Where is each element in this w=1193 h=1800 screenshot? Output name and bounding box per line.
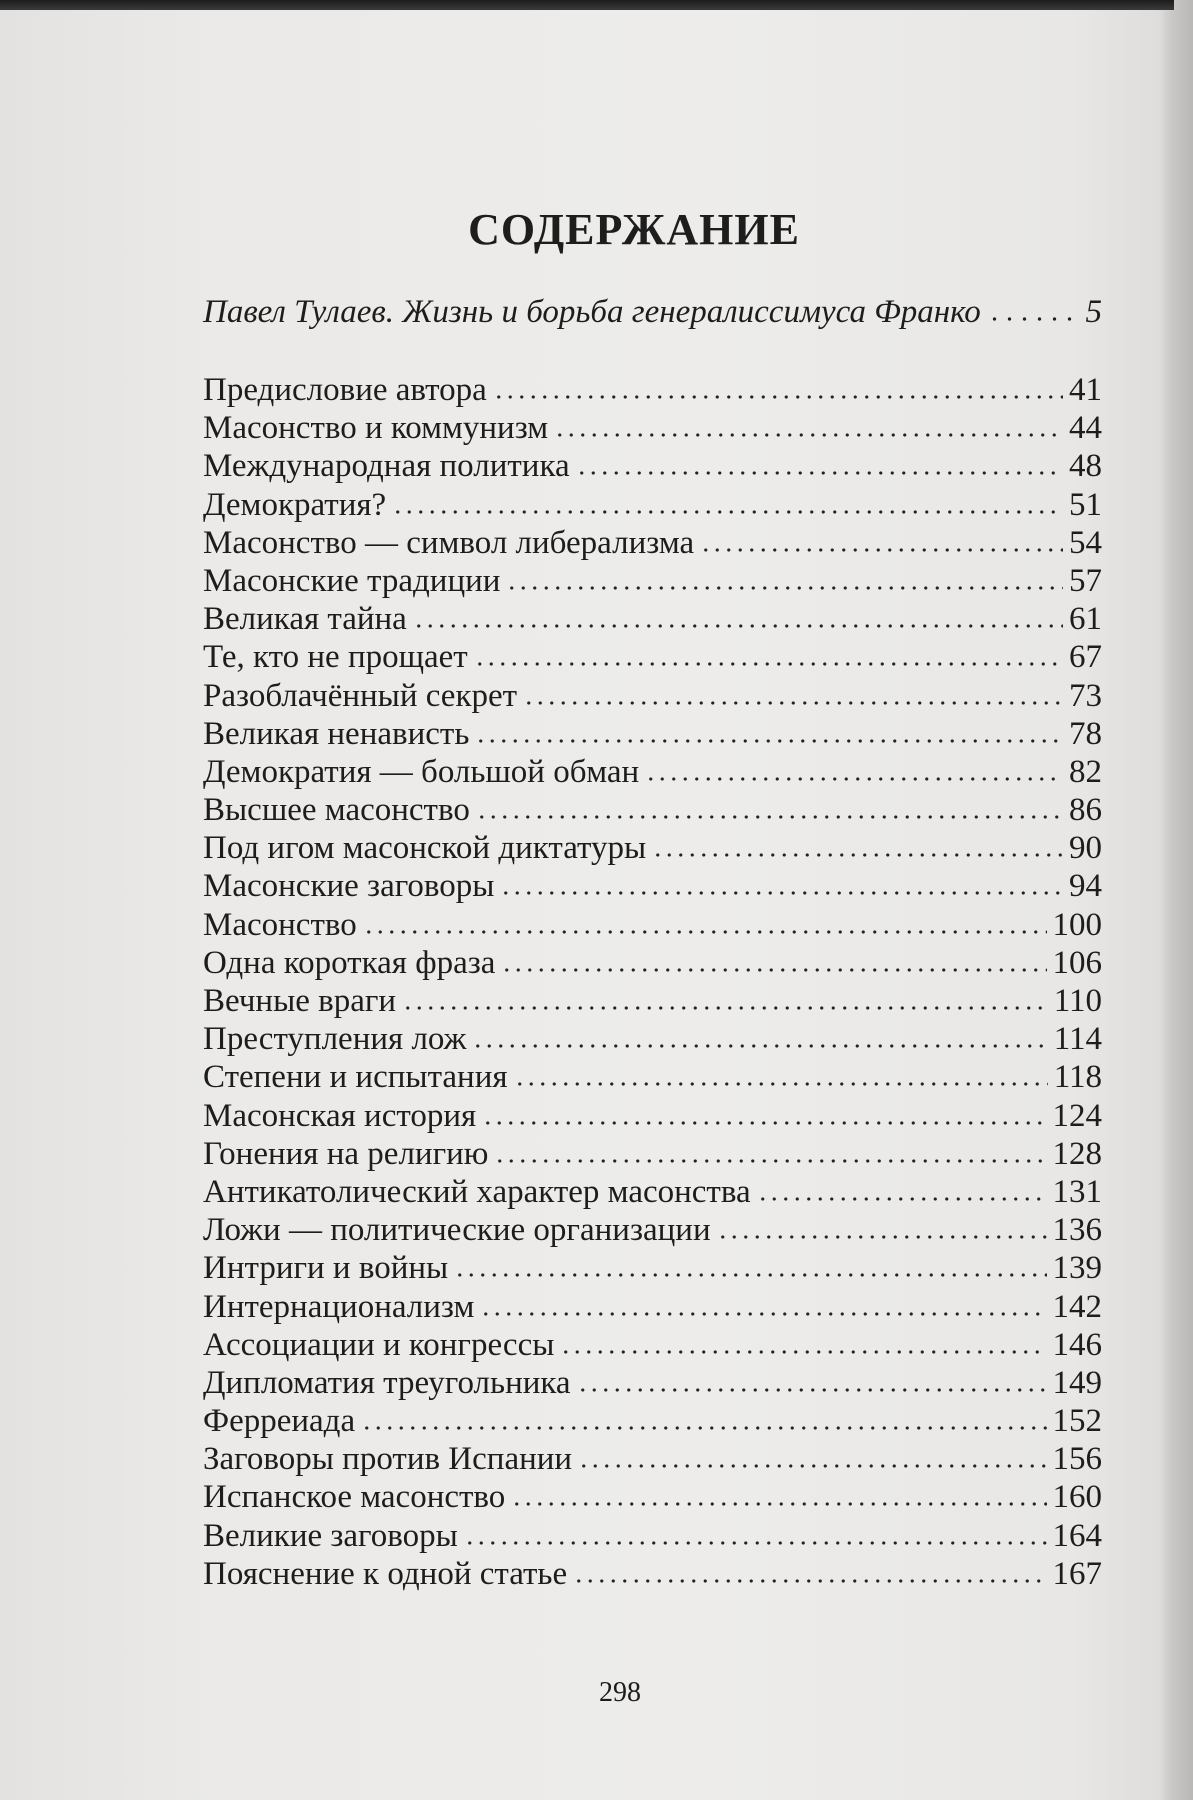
toc-entry [203, 1478, 1102, 1516]
toc-entry-title: Гонения на религию [203, 1135, 489, 1172]
toc-entry [203, 867, 1102, 905]
toc-entry-page: 90 [1069, 830, 1102, 867]
toc-intro-page: 5 [1085, 294, 1102, 330]
toc-entry-page: 61 [1069, 601, 1102, 638]
toc-entry-title: Ассоциации и конгрессы [203, 1326, 555, 1363]
toc-entry-page: 78 [1069, 715, 1102, 752]
toc-entry [203, 447, 1102, 485]
toc-entry-page: 110 [1053, 983, 1102, 1019]
toc-entry [203, 409, 1102, 447]
toc-entry-page: 73 [1069, 677, 1102, 714]
toc-entry [203, 524, 1102, 562]
dot-leader [361, 1425, 1046, 1431]
toc-entry-title: Масонская история [203, 1097, 477, 1134]
toc-entry-title: Ферреиада [203, 1403, 356, 1440]
dot-leader [475, 738, 1063, 744]
toc-entry-page: 82 [1069, 753, 1102, 790]
toc-intro-entry [203, 293, 1102, 331]
dot-leader [413, 623, 1063, 629]
scan-top-edge [0, 0, 1174, 10]
toc-entry-page: 156 [1052, 1441, 1102, 1478]
dot-leader [573, 1578, 1046, 1584]
toc-entry [203, 829, 1102, 867]
toc-entry [203, 944, 1102, 982]
toc-entry-page: 67 [1069, 639, 1102, 676]
toc-heading: СОДЕРЖАНИЕ [468, 205, 800, 254]
toc-entry-title: Дипломатия треугольника [203, 1364, 571, 1401]
page-number: 298 [599, 1677, 641, 1708]
toc-entry [203, 1555, 1102, 1593]
dot-leader [514, 1081, 1048, 1087]
toc-entry-title: Высшее масонство [203, 792, 470, 829]
toc-entry [203, 1020, 1102, 1058]
toc-entry-page: 86 [1069, 792, 1102, 829]
toc-entry [203, 982, 1102, 1020]
toc-entry-page: 164 [1052, 1517, 1102, 1554]
toc-entry-title: Вечные враги [203, 983, 397, 1019]
toc-entry [203, 562, 1102, 600]
toc-entry-page: 51 [1069, 486, 1102, 523]
toc-intro-title: Павел Тулаев. Жизнь и борьба генералиссимуса Франко [203, 294, 981, 330]
toc-entry [203, 1402, 1102, 1440]
toc-entry-title: Интриги и войны [203, 1250, 449, 1287]
dot-leader [494, 1158, 1046, 1164]
toc-entry-title: Демократия — большой обман [203, 753, 640, 790]
toc-entry [203, 486, 1102, 524]
dot-leader [501, 967, 1046, 973]
toc-entry [203, 715, 1102, 753]
toc-entry-page: 44 [1069, 410, 1102, 447]
toc-entry-title: Разоблачённый секрет [203, 677, 518, 714]
dot-leader [454, 1272, 1046, 1278]
dot-leader [402, 1005, 1048, 1011]
toc-entry-title: Под игом масонской диктатуры [203, 830, 647, 867]
toc-entry-page: 136 [1052, 1212, 1102, 1249]
dot-leader [560, 1349, 1046, 1355]
toc-entry [203, 638, 1102, 676]
dot-leader [578, 1463, 1046, 1469]
toc-entry-page: 142 [1052, 1288, 1102, 1325]
dot-leader [476, 814, 1063, 820]
toc-entry [203, 1364, 1102, 1402]
toc-entry [203, 600, 1102, 638]
toc-entry-page: 94 [1069, 868, 1102, 905]
toc-entry [203, 1058, 1102, 1096]
toc-entry-page: 139 [1052, 1250, 1102, 1287]
toc-entry-title: Масонские традиции [203, 562, 501, 599]
toc-list [203, 371, 1102, 1593]
toc-entry-title: Пояснение к одной статье [203, 1555, 568, 1592]
dot-leader [554, 432, 1063, 438]
dot-leader [577, 1387, 1047, 1393]
dot-leader [576, 470, 1063, 476]
toc-entry-page: 149 [1052, 1364, 1102, 1401]
toc-entry [203, 753, 1102, 791]
toc-entry-title: Одна короткая фраза [203, 944, 496, 981]
toc-entry-page: 106 [1052, 944, 1102, 981]
toc-entry [203, 1249, 1102, 1287]
toc-entry [203, 791, 1102, 829]
toc-entry-title: Степени и испытания [203, 1059, 508, 1096]
toc-entry-title: Те, кто не прощает [203, 639, 468, 676]
toc-entry-title: Преступления лож [203, 1021, 467, 1058]
dot-leader [700, 547, 1063, 553]
toc-entry-page: 57 [1069, 562, 1102, 599]
dot-leader [652, 852, 1063, 858]
toc-entry [203, 677, 1102, 715]
toc-entry-title: Антикатолический характер масонства [203, 1173, 751, 1210]
dot-leader [472, 1043, 1047, 1049]
dot-leader [645, 776, 1063, 782]
toc-entry-page: 41 [1069, 372, 1102, 408]
toc-entry [203, 906, 1102, 944]
toc-entry-title: Масонство и коммунизм [203, 410, 549, 447]
toc-entry [203, 1326, 1102, 1364]
toc-entry [203, 1211, 1102, 1249]
dot-leader [480, 1311, 1046, 1317]
toc-entry [203, 1097, 1102, 1135]
dot-leader [493, 394, 1063, 400]
dot-leader [500, 890, 1063, 896]
toc-entry-title: Ложи — политические организации [203, 1212, 711, 1249]
toc-entry-page: 128 [1052, 1135, 1102, 1172]
toc-entry [203, 371, 1102, 409]
dot-leader [392, 509, 1063, 515]
toc-entry [203, 1517, 1102, 1555]
toc-entry-title: Масонство — символ либерализма [203, 524, 695, 561]
toc-entry-page: 100 [1052, 906, 1102, 943]
toc-entry-title: Великая тайна [203, 601, 407, 638]
toc-entry-page: 167 [1052, 1555, 1102, 1592]
toc-entry-title: Заговоры против Испании [203, 1441, 573, 1478]
toc-entry-title: Масонство [203, 906, 357, 943]
toc-entry [203, 1440, 1102, 1478]
toc-entry-title: Интернационализм [203, 1288, 475, 1325]
toc-entry-title: Испанское масонство [203, 1479, 506, 1516]
toc-entry-page: 114 [1053, 1021, 1102, 1058]
toc-entry-title: Масонские заговоры [203, 868, 495, 905]
toc-entry-page: 48 [1069, 448, 1102, 485]
toc-entry [203, 1135, 1102, 1173]
toc-entry-title: Великая ненависть [203, 715, 470, 752]
toc-entry-page: 146 [1052, 1326, 1102, 1363]
toc-entry-title: Великие заговоры [203, 1517, 458, 1554]
dot-leader [482, 1120, 1046, 1126]
toc-entry-page: 160 [1052, 1479, 1102, 1516]
toc-entry-title: Демократия? [203, 486, 387, 523]
dot-leader [523, 700, 1063, 706]
dot-leader [511, 1501, 1046, 1507]
dot-leader [506, 585, 1063, 591]
toc-entry [203, 1288, 1102, 1326]
toc-entry-page: 118 [1053, 1059, 1102, 1096]
toc-entry-page: 124 [1052, 1097, 1102, 1134]
toc-entry-page: 54 [1069, 524, 1102, 561]
dot-leader [363, 929, 1047, 935]
toc-entry-page: 131 [1052, 1173, 1102, 1210]
toc-entry-title: Международная политика [203, 448, 570, 485]
dot-leader [757, 1196, 1047, 1202]
dot-leader [464, 1540, 1047, 1546]
dot-leader [987, 316, 1080, 322]
toc-entry [203, 1173, 1102, 1211]
dot-leader [717, 1234, 1047, 1240]
dot-leader [474, 661, 1063, 667]
toc-entry-title: Предисловие автора [203, 372, 487, 408]
toc-entry-page: 152 [1052, 1403, 1102, 1440]
